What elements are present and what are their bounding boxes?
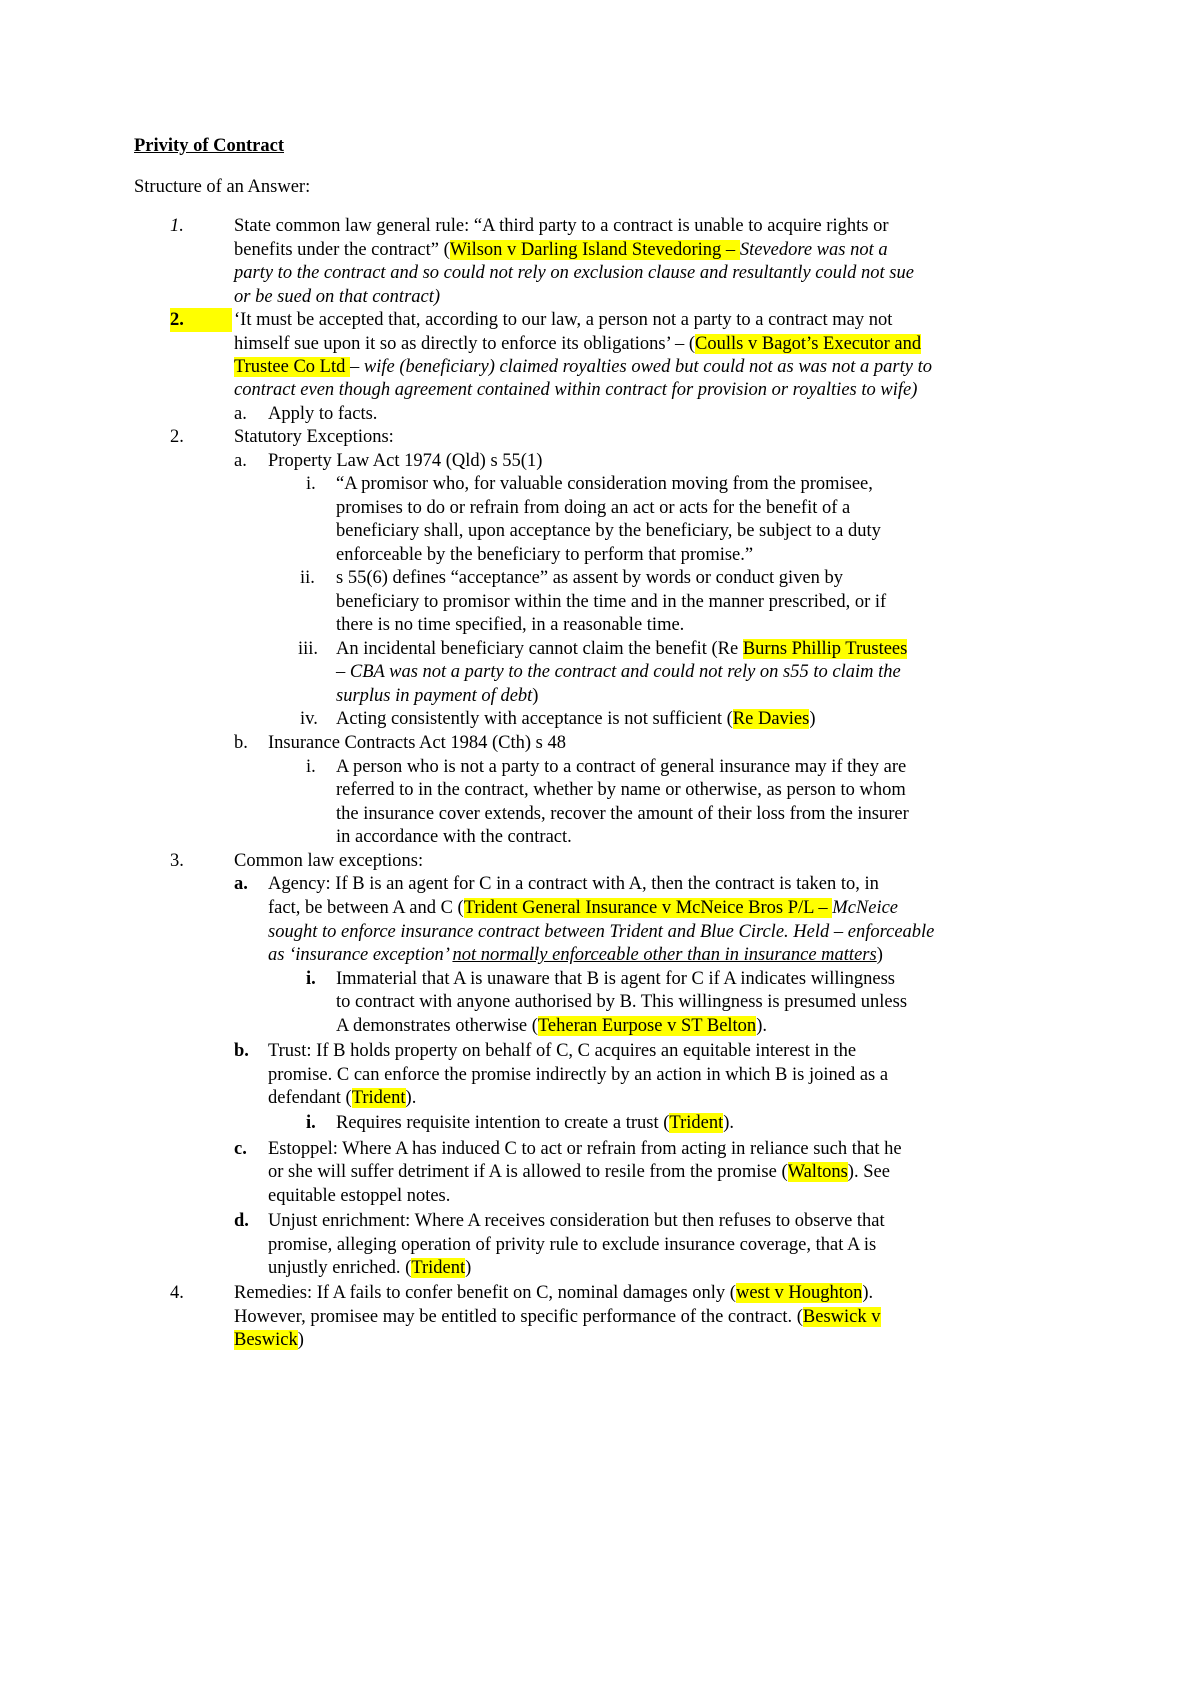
case-citation: Re Davies xyxy=(732,709,810,729)
item1-line2: benefits under the contract” (Wilson v Darling Island Stevedoring – Stevedore was not a xyxy=(234,240,888,260)
case-citation: Trustee Co Ltd xyxy=(234,357,350,377)
statutory-b-i-2: referred to in the contract, whether by name or otherwise, as person to whom xyxy=(336,780,906,800)
case-citation: Trident xyxy=(669,1113,724,1133)
case-citation: Trident General Insurance v McNeice Bros P/L – xyxy=(463,898,833,918)
common-b-3: defendant (Trident). xyxy=(268,1088,417,1108)
list-marker: iv. xyxy=(300,709,318,729)
item1-line3: party to the contract and so could not rely on exclusion clause and resultantly could not sue xyxy=(234,263,914,283)
statutory-a-iii-3: surplus in payment of debt) xyxy=(336,686,539,706)
list-marker: 2. xyxy=(170,310,184,330)
case-citation: Teheran Eurpose v ST Belton xyxy=(537,1016,757,1036)
remedies-1: Remedies: If A fails to confer benefit on C, nominal damages only (west v Houghton). xyxy=(234,1283,874,1303)
common-d-1: Unjust enrichment: Where A receives consideration but then refuses to observe that xyxy=(268,1211,885,1231)
remedies-3: Beswick) xyxy=(234,1330,304,1350)
list-marker: i. xyxy=(306,1113,316,1133)
common-d-2: promise, alleging operation of privity rule to exclude insurance coverage, that A is xyxy=(268,1235,877,1255)
statutory-a-ii-1: s 55(6) defines “acceptance” as assent by words or conduct given by xyxy=(336,568,844,588)
list-marker: 3. xyxy=(170,851,184,871)
list-marker: d. xyxy=(234,1211,249,1231)
statutory-a-iii-1: An incidental beneficiary cannot claim the benefit (Re Burns Phillip Trustees xyxy=(336,639,908,659)
statutory-b-i-1: A person who is not a party to a contract of general insurance may if they are xyxy=(336,757,907,777)
common-a-2: fact, be between A and C (Trident General Insurance v McNeice Bros P/L – McNeice xyxy=(268,898,899,918)
list-marker: iii. xyxy=(298,639,319,659)
case-citation: Wilson v Darling Island Stevedoring – xyxy=(449,240,740,260)
case-citation: Coulls v Bagot’s Executor and xyxy=(695,334,922,354)
list-marker: b. xyxy=(234,1041,249,1061)
statutory-a-iv: Acting consistently with acceptance is not sufficient (Re Davies) xyxy=(336,709,816,729)
common-c-1: Estoppel: Where A has induced C to act or refrain from acting in reliance such that he xyxy=(268,1139,902,1159)
case-citation: Trident xyxy=(411,1258,466,1278)
statutory-a: Property Law Act 1974 (Qld) s 55(1) xyxy=(268,451,543,471)
case-citation: Beswick xyxy=(234,1330,298,1350)
statutory-b-i-4: in accordance with the contract. xyxy=(336,827,572,847)
item1-line4: or be sued on that contract) xyxy=(234,287,441,307)
common-a-3: sought to enforce insurance contract between Trident and Blue Circle. Held – enforceable xyxy=(268,922,935,942)
common-a-4: as ‘insurance exception’ not normally enforceable other than in insurance matters) xyxy=(268,945,883,965)
list-marker: 4. xyxy=(170,1283,184,1303)
common-a-i-3: A demonstrates otherwise (Teheran Eurpose v ST Belton). xyxy=(336,1016,767,1036)
statutory-b-i-3: the insurance cover extends, recover the amount of their loss from the insurer xyxy=(336,804,909,824)
list-marker: a. xyxy=(234,874,248,894)
list-marker: i. xyxy=(306,474,316,494)
remedies-2: However, promisee may be entitled to specific performance of the contract. (Beswick v xyxy=(234,1307,881,1327)
item2-sub-a: Apply to facts. xyxy=(268,404,378,424)
common-a-1: Agency: If B is an agent for C in a contract with A, then the contract is taken to, in xyxy=(268,874,879,894)
common-c-2: or she will suffer detriment if A is allowed to resile from the promise (Waltons). See xyxy=(268,1162,890,1182)
statutory-b: Insurance Contracts Act 1984 (Cth) s 48 xyxy=(268,733,566,753)
list-marker: 1. xyxy=(170,216,184,236)
common-law-heading: Common law exceptions: xyxy=(234,851,424,871)
list-marker: ii. xyxy=(300,568,315,588)
item2-line1: ‘It must be accepted that, according to our law, a person not a party to a contract may not xyxy=(234,310,893,330)
page-title: Privity of Contract xyxy=(134,136,285,156)
common-c-3: equitable estoppel notes. xyxy=(268,1186,451,1206)
intro-text: Structure of an Answer: xyxy=(134,177,311,197)
case-citation: Trident xyxy=(351,1088,406,1108)
common-b-1: Trust: If B holds property on behalf of C, C acquires an equitable interest in the xyxy=(268,1041,857,1061)
common-a-i-1: Immaterial that A is unaware that B is agent for C if A indicates willingness xyxy=(336,969,896,989)
case-citation: Beswick v xyxy=(802,1307,881,1327)
item1-line1: State common law general rule: “A third party to a contract is unable to acquire rights or xyxy=(234,216,889,236)
common-a-i-2: to contract with anyone authorised by B. This willingness is presumed unless xyxy=(336,992,908,1012)
common-b-i: Requires requisite intention to create a trust (Trident). xyxy=(336,1113,735,1133)
statutory-a-iii-2: – CBA was not a party to the contract and could not rely on s55 to claim the xyxy=(336,662,901,682)
common-d-3: unjustly enriched. (Trident) xyxy=(268,1258,472,1278)
list-marker: 2. xyxy=(170,427,184,447)
statutory-a-i-3: beneficiary shall, upon acceptance by the beneficiary, be subject to a duty xyxy=(336,521,881,541)
list-marker: b. xyxy=(234,733,248,753)
common-b-2: promise. C can enforce the promise indirectly by an action in which B is joined as a xyxy=(268,1065,889,1085)
statutory-heading: Statutory Exceptions: xyxy=(234,427,394,447)
list-marker: a. xyxy=(234,451,247,471)
statutory-a-ii-3: there is no time specified, in a reasonable time. xyxy=(336,615,685,635)
case-citation: west v Houghton xyxy=(735,1283,863,1303)
list-marker: i. xyxy=(306,969,316,989)
list-marker: a. xyxy=(234,404,247,424)
list-marker: i. xyxy=(306,757,316,777)
case-citation: Burns Phillip Trustees xyxy=(742,639,908,659)
statutory-a-i-4: enforceable by the beneficiary to perform that promise.” xyxy=(336,545,754,565)
case-citation: Waltons xyxy=(787,1162,848,1182)
statutory-a-ii-2: beneficiary to promisor within the time and in the manner prescribed, or if xyxy=(336,592,887,612)
statutory-a-i-2: promises to do or refrain from doing an act or acts for the benefit of a xyxy=(336,498,851,518)
list-marker: c. xyxy=(234,1139,247,1159)
item2-line4: contract even though agreement contained within contract for provision or royalties to wife) xyxy=(234,380,918,400)
item2-line3: Trustee Co Ltd – wife (beneficiary) claimed royalties owed but could not as was not a party to xyxy=(234,357,932,377)
statutory-a-i-1: “A promisor who, for valuable consideration moving from the promisee, xyxy=(336,474,873,494)
item2-line2: himself sue upon it so as directly to enforce its obligations’ – (Coulls v Bagot’s Executor and xyxy=(234,334,922,354)
